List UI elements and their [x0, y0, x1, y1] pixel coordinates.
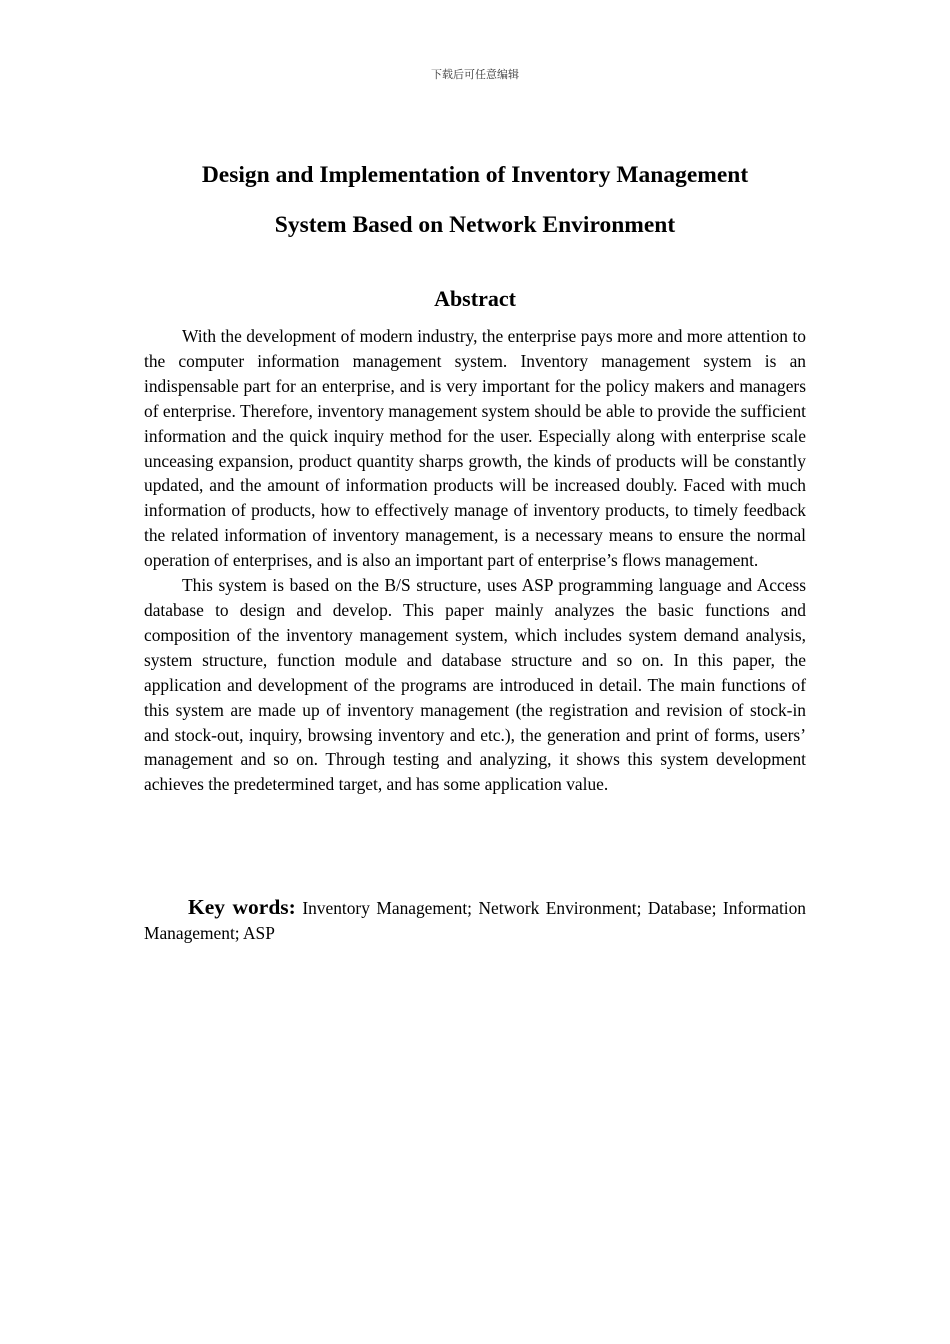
keywords-section [144, 895, 806, 946]
abstract-paragraph-2: This system is based on the B/S structure, uses ASP programming language and Access database to design and develop. This paper mainly analyzes the basic functions and composition of the inventory management system, which includes system demand analysis, system structure, function module and database structure and so on. In this paper, the application and development of the programs are introduced in detail. The main functions of this system are made up of inventory management (the registration and revision of stock-in and stock-out, inquiry, browsing inventory and etc.), the generation and print of forms, users’ management and so on. Through testing and analyzing, it shows this system development achieves the predetermined target, and has some application value. [144, 575, 806, 795]
abstract-heading: Abstract [434, 286, 516, 311]
document-title-line-2: System Based on Network Environment [274, 212, 676, 238]
document-title-line-1: Design and Implementation of Inventory Management [201, 162, 749, 188]
header-note: 下载后可任意编辑 [431, 68, 519, 81]
keywords-text: Inventory Management; Network Environment; Database; Information Management; ASP [144, 898, 806, 943]
abstract-body [144, 324, 806, 797]
keywords-label: Key words: [188, 895, 296, 919]
abstract-paragraph-1: With the development of modern industry, the enterprise pays more and more attention to the computer information management system. Inventory management system is an indispensable part for an enterprise, and is very important for the policy makers and managers of enterprise. Therefore, inventory management system should be able to provide the sufficient information and the quick inquiry method for the user. Especially along with enterprise scale unceasing expansion, product quantity sharps growth, the kinds of products will be constantly updated, and the amount of information products will be increased doubly. Faced with much information of products, how to effectively manage of inventory products, to timely feedback the related information of inventory management, is a necessary means to ensure the normal operation of enterprises, and is also an important part of enterprise’s flows management. [144, 326, 806, 571]
